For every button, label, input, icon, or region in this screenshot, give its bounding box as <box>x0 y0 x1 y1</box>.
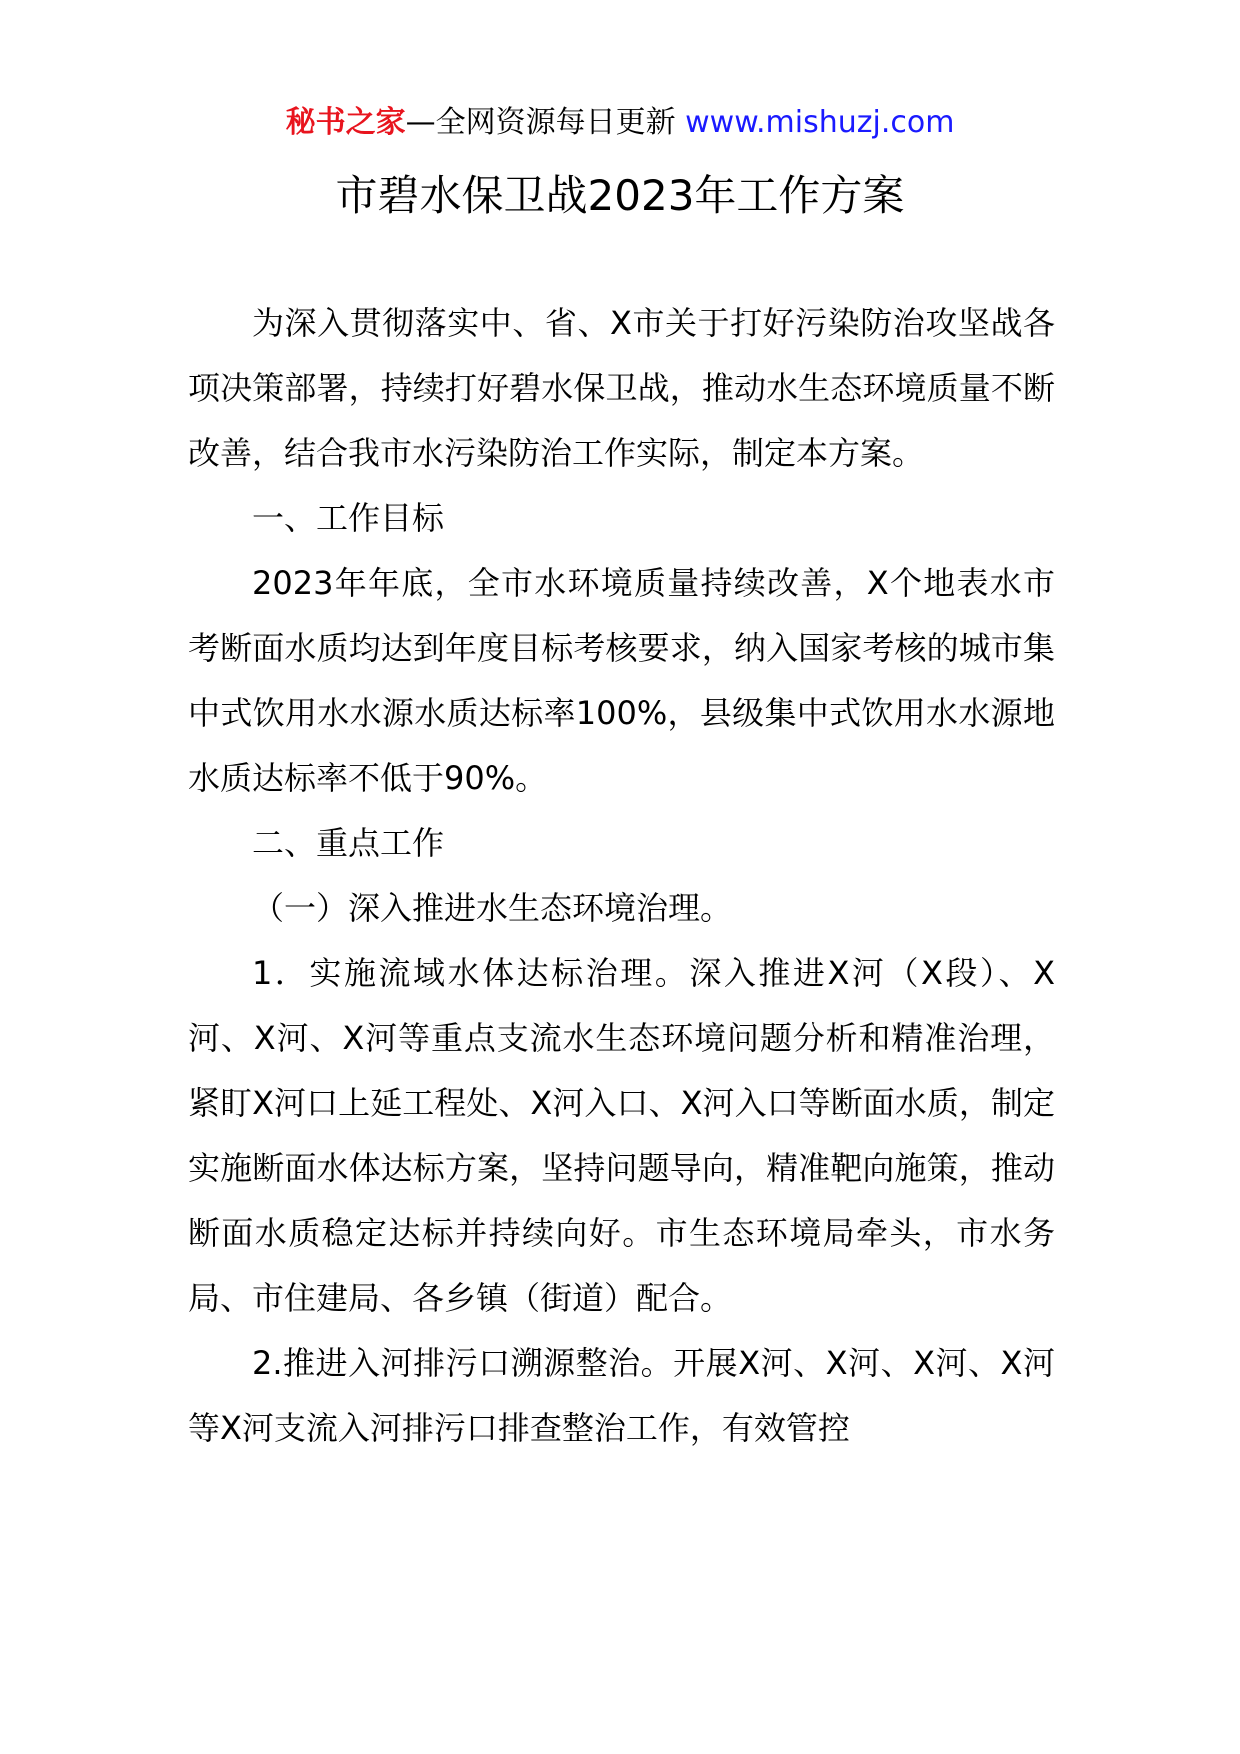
section-heading-key-work: 二、重点工作 <box>252 824 445 862</box>
section-heading-goals: 一、工作目标 <box>252 499 445 537</box>
site-url-link[interactable]: www.mishuzj.com <box>685 105 955 140</box>
subsection-heading-1: （一）深入推进水生态环境治理。 <box>252 889 733 927</box>
site-header <box>0 100 1240 146</box>
goals-paragraph: 2023年年底，全市水环境质量持续改善，X个地表水市考断面水质均达到年度目标考核要求，纳入国家考核的城市集中式饮用水水源水质达标率100%，县级集中式饮用水水源地水质达标率不低于90%。 <box>188 564 1055 797</box>
site-name: 秘书之家 <box>285 105 406 140</box>
intro-paragraph: 为深入贯彻落实中、省、X市关于打好污染防治攻坚战各项决策部署，持续打好碧水保卫战，推动水生态环境质量不断改善，结合我市水污染防治工作实际，制定本方案。 <box>188 304 1055 472</box>
document-body <box>188 291 1055 1461</box>
item-paragraph-2: 2.推进入河排污口溯源整治。开展X河、X河、X河、X河等X河支流入河排污口排查整治工作，有效管控 <box>188 1344 1055 1447</box>
item-paragraph-1: 1．实施流域水体达标治理。深入推进X河（X段）、X河、X河、X河等重点支流水生态环境问题分析和精准治理，紧盯X河口上延工程处、X河入口、X河入口等断面水质，制定实施断面水体达标方案，坚持问题导向，精准靶向施策，推动断面水质稳定达标并持续向好。市生态环境局牵头，市水务局、市住建局、各乡镇（街道）配合。 <box>188 954 1055 1317</box>
document-title: 市碧水保卫战2023年工作方案 <box>335 171 905 220</box>
site-tagline: —全网资源每日更新 <box>405 105 676 140</box>
